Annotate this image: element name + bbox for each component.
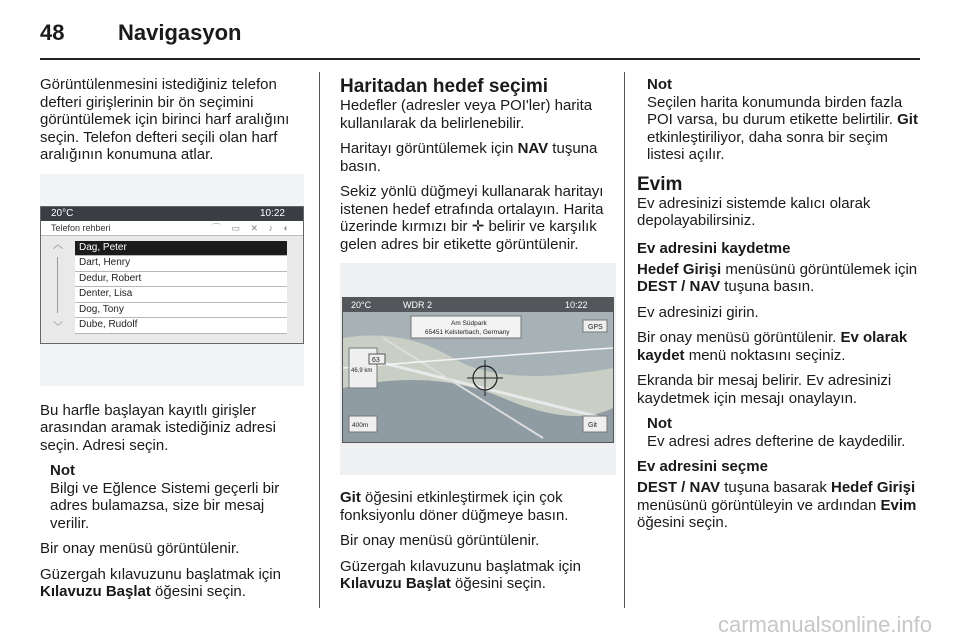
map-temperature: 20°C xyxy=(351,300,372,310)
paragraph: Hedef Girişi menüsünü görüntülemek için DEST / NAV tuşuna basın. xyxy=(637,260,918,295)
paragraph: DEST / NAV tuşuna basarak Hedef Girişi menüsünü görüntüleyin ve ardından Evim öğesini seçin. xyxy=(637,479,917,531)
list-item[interactable]: Dag, Peter xyxy=(75,241,287,257)
road-number: 63 xyxy=(372,357,380,364)
paragraph: Görüntülenmesini istediğiniz telefon defteri girişlerinin bir ön seçimini görüntülemek için birinci harf aralığını seçin. Telefon defteri seçili olan harf aralığının konumuna atlar. xyxy=(40,76,290,163)
column-divider xyxy=(319,72,320,608)
note-text: Bilgi ve Eğlence Sistemi geçerli bir adres bulamazsa, size bir mesaj verilir. xyxy=(50,479,280,532)
paragraph: Git öğesini etkinleştirmek için çok fonksiyonlu döner düğmeye basın. xyxy=(340,489,569,524)
column-1 xyxy=(40,76,304,609)
note xyxy=(50,462,304,532)
paragraph: Güzergah kılavuzunu başlatmak için Kılavuzu Başlat öğesini seçin. xyxy=(40,565,281,600)
column-3 xyxy=(637,76,921,540)
scroll-up-icon[interactable]: ︿ xyxy=(53,239,63,251)
paragraph: Haritayı görüntülemek için NAV tuşuna basın. xyxy=(340,140,598,175)
subheading: Ev adresini kaydetme xyxy=(637,239,791,257)
map-address-line1: Am Südpark xyxy=(451,320,487,327)
paragraph: Ev adresinizi sistemde kalıcı olarak depolayabilirsiniz. xyxy=(637,194,871,229)
note-title: Not xyxy=(647,76,672,93)
subheading: Ev adresini seçme xyxy=(637,458,768,475)
phonebook-screen xyxy=(40,206,304,344)
paragraph: Bir onay menüsü görüntülenir. xyxy=(340,532,540,549)
note-title: Not xyxy=(50,462,75,479)
paragraph: Hedefler (adresler veya POI'ler) harita kullanılarak da belirlenebilir. xyxy=(340,97,593,132)
gps-label: GPS xyxy=(588,324,603,331)
list-item[interactable]: Dart, Henry xyxy=(75,256,287,272)
note-text: Seçilen harita konumunda birden fazla POI varsa, bu durum etikette belirtilir. Git etkinleştiriliyor, daha sonra bir seçim listesi açılır. xyxy=(647,93,918,163)
status-icons: ⌒ ▭ ✕ ♪ ◐ xyxy=(212,222,293,233)
section-heading: Evim xyxy=(637,173,683,195)
section-heading: Haritadan hedef seçimi xyxy=(340,76,549,97)
paragraph: Bir onay menüsü görüntülenir. Ev olarak kaydet menü noktasını seçiniz. xyxy=(637,329,908,364)
screen-subtitle-bar xyxy=(41,221,303,236)
list-item[interactable]: Dedur, Robert xyxy=(75,272,287,288)
screen-subtitle: Telefon rehberi xyxy=(51,222,111,233)
paragraph: Bu harfle başlayan kayıtlı girişler arasından aramak istediğiniz adresi seçin. Adresi seçin. xyxy=(40,401,276,454)
scroll-track xyxy=(57,257,58,313)
map-distance: 46,9 km xyxy=(351,368,373,374)
header-rule xyxy=(40,58,920,60)
map-station: WDR 2 xyxy=(403,300,432,310)
list-item[interactable]: Denter, Lisa xyxy=(75,287,287,303)
phonebook-screenshot xyxy=(40,174,304,386)
paragraph: Ev adresinizi girin. xyxy=(637,303,759,321)
map-graphic xyxy=(343,298,613,442)
map-scale: 400m xyxy=(352,422,369,429)
temperature: 20°C xyxy=(51,207,74,219)
list-item[interactable]: Dog, Tony xyxy=(75,303,287,319)
scroll-down-icon[interactable]: ﹀ xyxy=(53,321,63,333)
note-text: Ev adresi adres defterine de kaydedilir. xyxy=(647,432,906,450)
watermark: carmanualsonline.info xyxy=(717,612,932,637)
note xyxy=(647,76,921,164)
page-title: Navigasyon xyxy=(118,20,242,45)
column-divider xyxy=(624,72,625,608)
screen-status-bar xyxy=(41,207,303,221)
map-screenshot xyxy=(340,263,616,475)
note xyxy=(647,415,921,450)
paragraph: Güzergah kılavuzunu başlatmak için Kılavuzu Başlat öğesini seçin. xyxy=(340,557,581,592)
note-title: Not xyxy=(647,415,672,432)
page-header xyxy=(40,14,920,54)
clock: 10:22 xyxy=(259,207,285,219)
paragraph: Bir onay menüsü görüntülenir. xyxy=(40,540,240,557)
paragraph: Sekiz yönlü düğmeyi kullanarak haritayı istenen hedef etrafında ortalayın. Harita üzerinde kırmızı bir ✛ belirir ve karşılık gelen adres bir etikette görüntülenir. xyxy=(340,183,604,253)
map-address-line2: 65451 Kelsterbach, Germany xyxy=(425,329,510,336)
map-go-button: Git xyxy=(588,422,597,429)
phonebook-list xyxy=(75,241,287,334)
column-2 xyxy=(340,76,616,601)
page-number: 48 xyxy=(40,20,65,45)
list-item[interactable]: Dube, Rudolf xyxy=(75,318,287,334)
paragraph: Ekranda bir mesaj belirir. Ev adresinizi kaydetmek için mesajı onaylayın. xyxy=(637,372,892,407)
navigation-map xyxy=(342,297,614,443)
map-clock: 10:22 xyxy=(565,300,588,310)
